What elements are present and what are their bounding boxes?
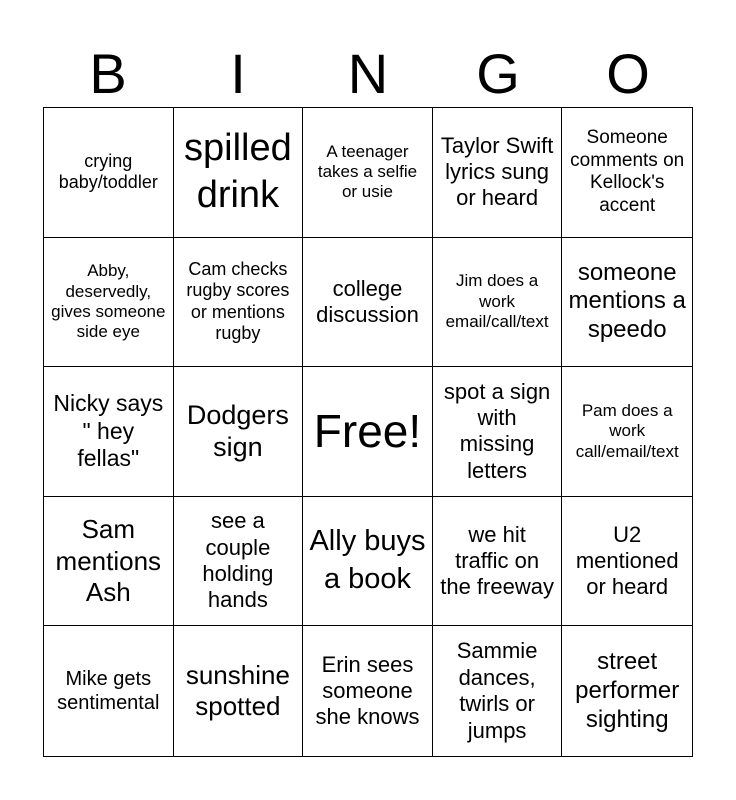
header-letter-g: G [476, 42, 520, 105]
bingo-cell[interactable]: Pam does a work call/email/text [562, 367, 692, 497]
bingo-cell[interactable]: Dodgers sign [174, 367, 304, 497]
bingo-cell[interactable]: Taylor Swift lyrics sung or heard [433, 108, 563, 238]
bingo-cell[interactable]: someone mentions a speedo [562, 238, 692, 368]
bingo-cell[interactable]: crying baby/toddler [44, 108, 174, 238]
header-letter-n: N [347, 42, 389, 105]
bingo-cell[interactable]: A teenager takes a selfie or usie [303, 108, 433, 238]
bingo-board [43, 107, 693, 757]
bingo-cell[interactable]: Erin sees someone she knows [303, 626, 433, 756]
header-letter-o: O [606, 42, 650, 105]
bingo-cell[interactable]: we hit traffic on the freeway [433, 497, 563, 627]
bingo-cell[interactable]: Sam mentions Ash [44, 497, 174, 627]
free-space[interactable]: Free! [303, 367, 433, 497]
bingo-cell[interactable]: college discussion [303, 238, 433, 368]
bingo-header [43, 42, 693, 106]
bingo-cell[interactable]: spilled drink [174, 108, 304, 238]
header-letter-i: I [230, 42, 246, 105]
bingo-cell[interactable]: Cam checks rugby scores or mentions rugby [174, 238, 304, 368]
bingo-cell[interactable]: street performer sighting [575, 648, 680, 733]
bingo-cell[interactable]: Nicky says " hey fellas" [44, 367, 174, 497]
bingo-cell[interactable]: U2 mentioned or heard [562, 497, 692, 627]
header-letter-b: B [89, 42, 127, 105]
bingo-cell[interactable]: Mike gets sentimental [44, 626, 174, 756]
bingo-cell[interactable]: Abby, deservedly, gives someone side eye [44, 238, 174, 368]
bingo-cell[interactable]: Jim does a work email/call/text [433, 238, 563, 368]
bingo-cell[interactable]: sunshine spotted [174, 626, 304, 756]
bingo-cell[interactable]: spot a sign with missing letters [433, 367, 563, 497]
bingo-cell[interactable]: Someone comments on Kellock's accent [562, 108, 692, 238]
bingo-cell[interactable]: Ally buys a book [303, 497, 433, 627]
bingo-cell[interactable]: see a couple holding hands [174, 497, 304, 627]
bingo-cell[interactable]: Sammie dances, twirls or jumps [433, 626, 563, 756]
